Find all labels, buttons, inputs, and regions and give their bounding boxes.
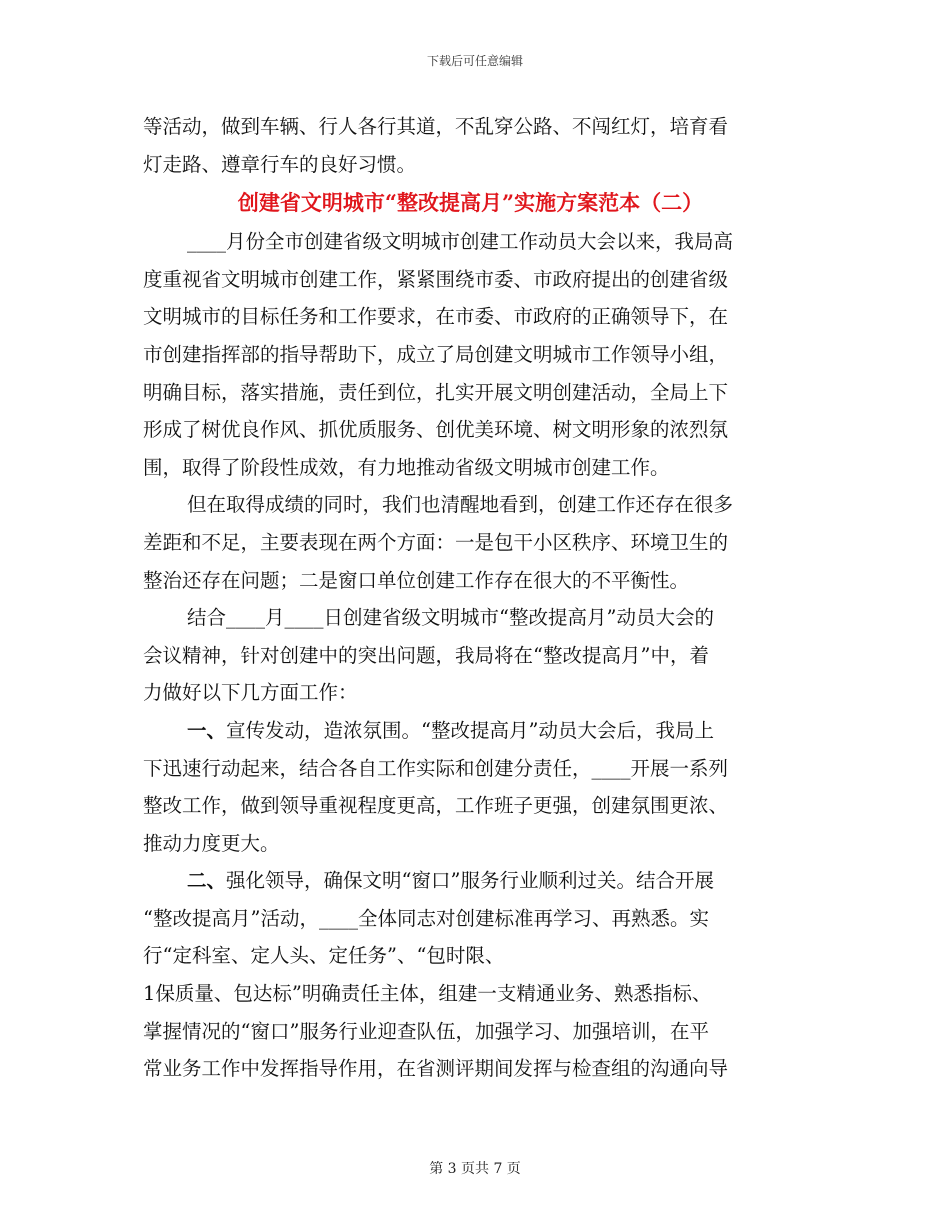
- text-line: 文明城市的目标任务和工作要求，在市委、市政府的正确领导下，在: [143, 305, 729, 329]
- text-line: 整改工作，做到领导重视程度更高，工作班子更强，创建氛围更浓、: [143, 794, 729, 818]
- text-line: 力做好以下几方面工作：: [143, 681, 358, 705]
- paragraph-6: [143, 975, 808, 1088]
- text-line: 行“定科室、定人头、定任务”、“包时限、: [143, 944, 505, 968]
- text-line: 整治还存在问题；二是窗口单位创建工作存在很大的不平衡性。: [143, 568, 690, 592]
- text-line: 下迅速行动起来，结合各自工作实际和创建分责任，____开展一系列: [143, 756, 729, 780]
- page-header: 下载后可任意编辑: [426, 54, 523, 68]
- text-line: 市创建指挥部的指导帮助下，成立了局创建文明城市工作领导小组，: [143, 342, 729, 366]
- paragraph-4: [143, 712, 808, 862]
- document-body: [143, 108, 808, 1088]
- text-line: 推动力度更大。: [143, 831, 280, 855]
- text-line: ____月份全市创建省级文明城市创建工作动员大会以来，我局高: [187, 230, 734, 254]
- text-line: 会议精神，针对创建中的突出问题，我局将在“整改提高月”中，着: [143, 643, 709, 667]
- paragraph-1: [143, 223, 808, 486]
- text-line: 形成了树优良作风、抓优质服务、创优美环境、树文明形象的浓烈氛: [143, 418, 729, 442]
- text-line: 但在取得成绩的同时，我们也清醒地看到，创建工作还存在很多: [187, 493, 734, 517]
- text-line: 度重视省文明城市创建工作，紧紧围绕市委、市政府提出的创建省级: [143, 267, 729, 291]
- page-footer: 第 3 页共 7 页: [429, 1161, 521, 1177]
- section-title: 创建省文明城市“整改提高月”实施方案范本（二）: [237, 190, 704, 216]
- text-line: 等活动，做到车辆、行人各行其道，不乱穿公路、不闯红灯，培育看: [143, 115, 729, 138]
- text-line: 围，取得了阶段性成效，有力地推动省级文明城市创建工作。: [143, 455, 670, 479]
- text-line: 明确目标，落实措施，责任到位，扎实开展文明创建活动，全局上下: [143, 380, 729, 404]
- text-line: “整改提高月”活动，____全体同志对创建标准再学习、再熟悉。实: [143, 906, 709, 930]
- item-text: 宣传发动，造浓氛围。“整改提高月”动员大会后，我局上: [226, 718, 714, 742]
- paragraph-3: [143, 599, 808, 712]
- text-line: 1保质量、包达标”明确责任主体，组建一支精通业务、熟悉指标、: [143, 982, 712, 1006]
- text-line: 差距和不足，主要表现在两个方面：一是包干小区秩序、环境卫生的: [143, 530, 729, 554]
- paragraph-2: [143, 486, 808, 599]
- text-line: 掌握情况的“窗口”服务行业迎查队伍，加强学习、加强培训，在平: [143, 1019, 709, 1043]
- text-line: 灯走路、遵章行车的良好习惯。: [143, 152, 417, 176]
- paragraph-5: [143, 862, 808, 975]
- item-number: 一、: [187, 718, 227, 742]
- item-text: 强化领导，确保文明“窗口”服务行业顺利过关。结合开展: [226, 869, 714, 893]
- text-line: [143, 862, 808, 900]
- text-line: [143, 712, 808, 750]
- continued-paragraph: [143, 108, 808, 183]
- text-line: 常业务工作中发挥指导作用，在省测评期间发挥与检查组的沟通向导: [143, 1057, 729, 1081]
- item-number: 二、: [187, 869, 227, 893]
- text-line: 结合____月____日创建省级文明城市“整改提高月”动员大会的: [187, 606, 714, 630]
